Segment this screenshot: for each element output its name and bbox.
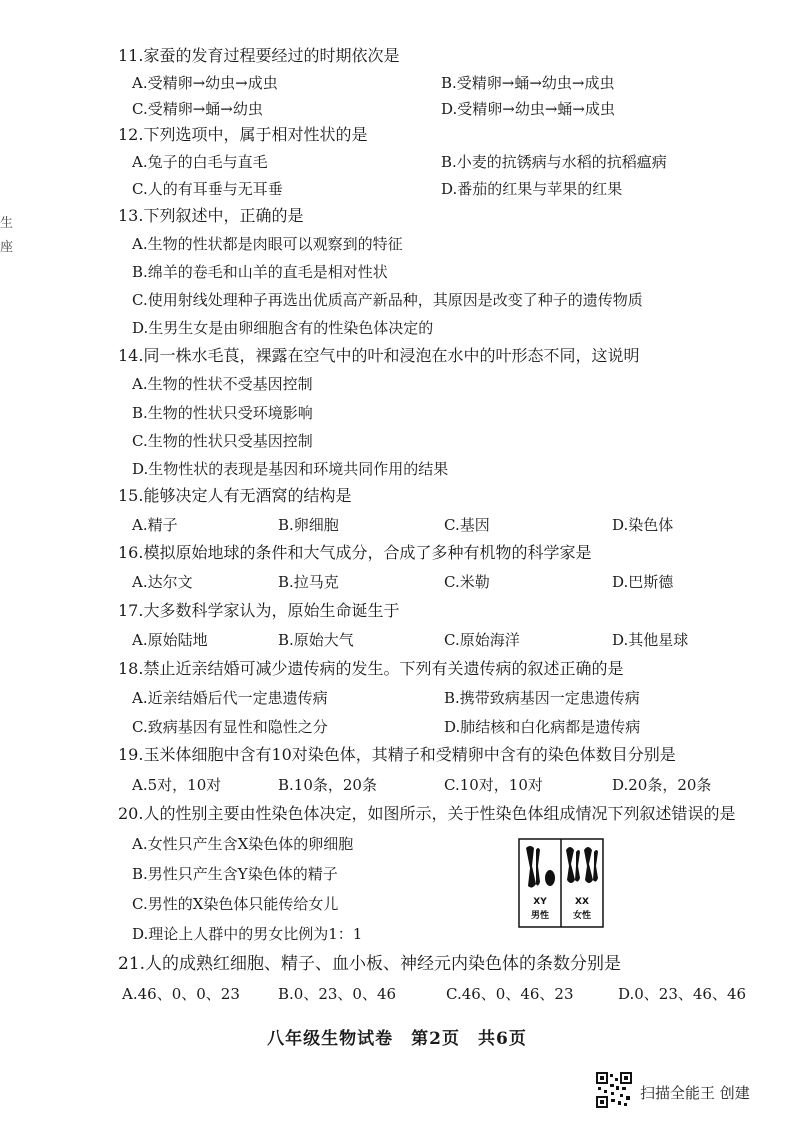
question-16-stem: 16.模拟原始地球的条件和大气成分，合成了多种有机物的科学家是	[118, 543, 592, 562]
q15-option-b: B.卵细胞	[278, 516, 339, 534]
watermark-text: 扫描全能王 创建	[640, 1084, 750, 1102]
scanner-watermark	[596, 1072, 786, 1112]
question-12-stem: 12.下列选项中，属于相对性状的是	[118, 125, 368, 144]
q18-option-b: B.携带致病基因一定患遗传病	[444, 689, 640, 707]
question-14-stem: 14.同一株水毛茛，裸露在空气中的叶和浸泡在水中的叶形态不同，这说明	[118, 346, 640, 365]
q12-option-a: A.兔子的白毛与直毛	[132, 153, 268, 171]
q21-option-d: D.0、23、46、46	[618, 985, 747, 1003]
q12-option-b: B.小麦的抗锈病与水稻的抗稻瘟病	[441, 153, 667, 171]
edge-mark: 座	[0, 240, 14, 255]
q20-option-c: C.男性的X染色体只能传给女儿	[132, 895, 339, 913]
q19-option-c: C.10对，10对	[444, 776, 543, 794]
q16-option-b: B.拉马克	[278, 573, 339, 591]
q13-option-a: A.生物的性状都是肉眼可以观察到的特征	[132, 235, 403, 253]
q17-option-b: B.原始大气	[278, 631, 354, 649]
q14-option-c: C.生物的性状只受基因控制	[132, 432, 313, 450]
q15-option-c: C.基因	[444, 516, 490, 534]
q19-option-d: D.20条，20条	[612, 776, 712, 794]
q17-option-c: C.原始海洋	[444, 631, 520, 649]
male-y-chromosome-icon	[545, 870, 555, 886]
male-chromosome-label: XY	[533, 897, 547, 907]
q20-option-a: A.女性只产生含X染色体的卵细胞	[132, 835, 354, 853]
female-chromosome-label: XX	[575, 897, 589, 907]
q21-option-a: A.46、0、0、23	[122, 985, 240, 1003]
q11-option-c: C.受精卵→蛹→幼虫	[132, 100, 263, 118]
q20-option-b: B.男性只产生含Y染色体的精子	[132, 865, 338, 883]
q13-option-d: D.生男生女是由卵细胞含有的性染色体决定的	[132, 319, 434, 337]
q18-option-a: A.近亲结婚后代一定患遗传病	[132, 689, 328, 707]
q21-option-b: B.0、23、0、46	[278, 985, 397, 1003]
q14-option-b: B.生物的性状只受环境影响	[132, 404, 313, 422]
female-sex-label: 女性	[572, 911, 592, 921]
q15-option-d: D.染色体	[612, 516, 674, 534]
question-11-stem: 11.家蚕的发育过程要经过的时期依次是	[118, 46, 400, 65]
q16-option-d: D.巴斯德	[612, 573, 674, 591]
q11-option-b: B.受精卵→蛹→幼虫→成虫	[441, 74, 615, 92]
q18-option-c: C.致病基因有显性和隐性之分	[132, 718, 328, 736]
male-sex-label: 男性	[530, 911, 550, 921]
q18-option-d: D.肺结核和白化病都是遗传病	[444, 718, 641, 736]
question-20-stem: 20.人的性别主要由性染色体决定，如图所示，关于性染色体组成情况下列叙述错误的是	[118, 804, 736, 823]
q16-option-c: C.米勒	[444, 573, 490, 591]
question-17-stem: 17.大多数科学家认为，原始生命诞生于	[118, 601, 400, 620]
q13-option-c: C.使用射线处理种子再选出优质高产新品种，其原因是改变了种子的遗传物质	[132, 291, 643, 309]
q19-option-a: A.5对，10对	[132, 776, 222, 794]
q17-option-a: A.原始陆地	[132, 631, 208, 649]
chromosome-diagram	[518, 838, 604, 928]
q17-option-d: D.其他星球	[612, 631, 689, 649]
question-21-stem: 21.人的成熟红细胞、精子、血小板、神经元内染色体的条数分别是	[118, 954, 622, 974]
q13-option-b: B.绵羊的卷毛和山羊的直毛是相对性状	[132, 263, 388, 281]
q12-option-c: C.人的有耳垂与无耳垂	[132, 180, 283, 198]
sex-chromosome-figure	[518, 838, 604, 928]
q14-option-d: D.生物性状的表现是基因和环境共同作用的结果	[132, 460, 449, 478]
q20-option-d: D.理论上人群中的男女比例为1：1	[132, 925, 363, 943]
q16-option-a: A.达尔文	[132, 573, 193, 591]
q14-option-a: A.生物的性状不受基因控制	[132, 375, 313, 393]
qr-code-icon	[596, 1072, 632, 1108]
question-15-stem: 15.能够决定人有无酒窝的结构是	[118, 486, 352, 505]
q19-option-b: B.10条，20条	[278, 776, 377, 794]
page-footer: 八年级生物试卷 第2页 共6页	[267, 1029, 527, 1049]
question-19-stem: 19.玉米体细胞中含有10对染色体，其精子和受精卵中含有的染色体数目分别是	[118, 745, 676, 764]
q11-option-d: D.受精卵→幼虫→蛹→成虫	[441, 100, 615, 118]
question-13-stem: 13.下列叙述中，正确的是	[118, 206, 304, 225]
q11-option-a: A.受精卵→幼虫→成虫	[132, 74, 278, 92]
q15-option-a: A.精子	[132, 516, 178, 534]
edge-mark: 生	[0, 216, 14, 231]
q12-option-d: D.番茄的红果与苹果的红果	[441, 180, 623, 198]
question-18-stem: 18.禁止近亲结婚可减少遗传病的发生。下列有关遗传病的叙述正确的是	[118, 659, 624, 678]
q21-option-c: C.46、0、46、23	[446, 985, 574, 1003]
